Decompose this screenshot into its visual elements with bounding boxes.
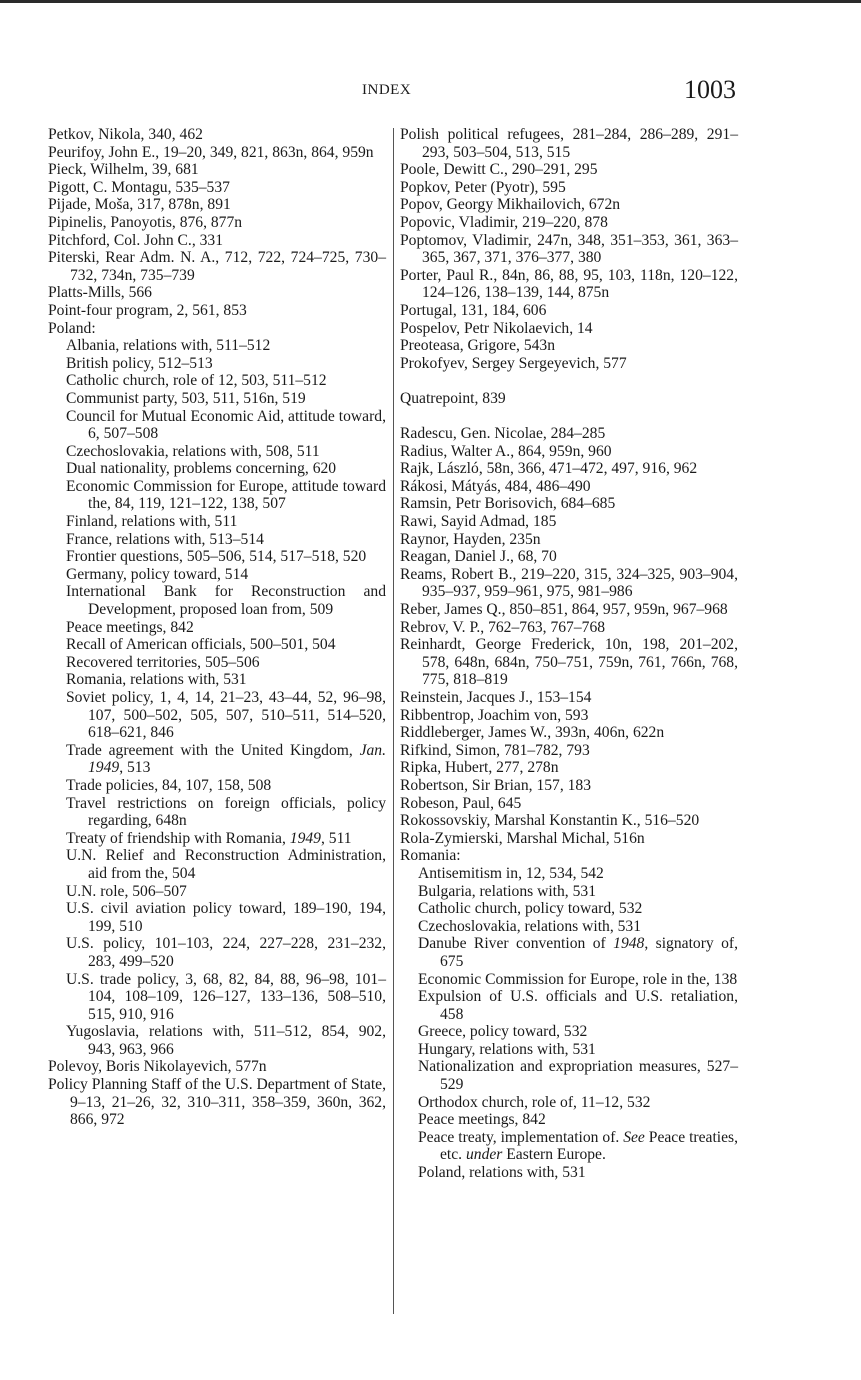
index-entry: Romania:	[400, 847, 461, 865]
index-entry: Rola-Zymierski, Marshal Michal, 516n	[400, 829, 645, 847]
index-entry: Robeson, Paul, 645	[400, 794, 522, 812]
index-subentry: Recall of American officials, 500–501, 504	[66, 636, 336, 654]
index-subentry: U.N. role, 506–507	[66, 882, 187, 900]
index-entry: Polish political refugees, 281–284, 286–289, 291–293, 503–504, 513, 515	[400, 126, 738, 161]
index-subentry: Hungary, relations with, 531	[418, 1040, 596, 1058]
index-subentry: Greece, policy toward, 532	[418, 1023, 588, 1041]
index-entry: Point-four program, 2, 561, 853	[48, 301, 247, 319]
index-subentry: Catholic church, policy toward, 532	[418, 900, 643, 918]
index-subentry: Antisemitism in, 12, 534, 542	[418, 864, 604, 882]
index-entry: Reber, James Q., 850–851, 864, 957, 959n, 967–968	[400, 601, 728, 619]
page-number: 1003	[684, 75, 736, 104]
index-subentry: Trade agreement with the United Kingdom, Jan. 1949, 513	[66, 741, 386, 777]
index-entry: Pigott, C. Montagu, 535–537	[48, 178, 230, 196]
index-subentry: Soviet policy, 1, 4, 14, 21–23, 43–44, 52, 96–98, 107, 500–502, 505, 507, 510–511, 514–520, 618–621, 846	[66, 689, 386, 742]
index-subentry: Frontier questions, 505–506, 514, 517–518, 520	[66, 548, 367, 566]
index-entry: Rokossovskiy, Marshal Konstantin K., 516–520	[400, 812, 700, 830]
index-subentry: Yugoslavia, relations with, 511–512, 854, 902, 943, 963, 966	[66, 1023, 386, 1058]
index-subentry: Peace meetings, 842	[418, 1111, 546, 1129]
index-entry: Pijade, Moša, 317, 878n, 891	[48, 196, 231, 214]
index-entry: Reinhardt, George Frederick, 10n, 198, 201–202, 578, 648n, 684n, 750–751, 759n, 761, 766n, 768, 775, 818–819	[400, 636, 738, 689]
index-entry: Prokofyev, Sergey Sergeyevich, 577	[400, 354, 627, 372]
index-entry: Popov, Georgy Mikhailovich, 672n	[400, 196, 621, 214]
index-subentry: Economic Commission for Europe, role in the, 138	[418, 970, 738, 988]
index-subentry: Poland, relations with, 531	[418, 1164, 586, 1182]
index-subentry: Expulsion of U.S. officials and U.S. retaliation, 458	[418, 988, 738, 1023]
column-divider	[393, 128, 394, 1314]
index-subentry: Dual nationality, problems concerning, 620	[66, 460, 337, 478]
index-subentry: Travel restrictions on foreign officials, policy regarding, 648n	[66, 794, 386, 830]
index-subentry: Economic Commission for Europe, attitude toward the, 84, 119, 121–122, 138, 507	[66, 477, 386, 513]
index-entry: Pitchford, Col. John C., 331	[48, 231, 224, 249]
index-subentry: U.S. policy, 101–103, 224, 227–228, 231–232, 283, 499–520	[66, 935, 386, 970]
index-subentry: Finland, relations with, 511	[66, 513, 238, 531]
index-entry: Ripka, Hubert, 277, 278n	[400, 759, 559, 777]
index-subentry: Trade policies, 84, 107, 158, 508	[66, 776, 272, 794]
index-entry: Raynor, Hayden, 235n	[400, 530, 541, 548]
right-index-column	[400, 126, 738, 1182]
running-header-title: INDEX	[362, 82, 412, 98]
index-entry: Ramsin, Petr Borisovich, 684–685	[400, 495, 616, 513]
index-entry: Preoteasa, Grigore, 543n	[400, 337, 556, 355]
index-entry: Rebrov, V. P., 762–763, 767–768	[400, 618, 606, 636]
index-entry: Policy Planning Staff of the U.S. Department of State, 9–13, 21–26, 32, 310–311, 358–359, 360n, 362, 866, 972	[48, 1076, 386, 1129]
index-entry: Pospelov, Petr Nikolaevich, 14	[400, 319, 593, 337]
top-rule	[0, 0, 861, 3]
section-gap	[400, 408, 738, 426]
index-entry: Radescu, Gen. Nicolae, 284–285	[400, 425, 606, 443]
index-entry: Radius, Walter A., 864, 959n, 960	[400, 442, 612, 460]
index-subentry: Czechoslovakia, relations with, 508, 511	[66, 442, 320, 460]
index-entry: Platts-Mills, 566	[48, 284, 152, 302]
index-entry: Quatrepoint, 839	[400, 389, 506, 407]
index-entry: Poland:	[48, 319, 96, 337]
index-entry: Robertson, Sir Brian, 157, 183	[400, 776, 592, 794]
index-subentry: U.S. civil aviation policy toward, 189–190, 194, 199, 510	[66, 900, 386, 935]
index-entry: Poptomov, Vladimir, 247n, 348, 351–353, 361, 363–365, 367, 371, 376–377, 380	[400, 231, 738, 267]
index-entry: Peurifoy, John E., 19–20, 349, 821, 863n, 864, 959n	[48, 143, 374, 161]
index-entry: Poole, Dewitt C., 290–291, 295	[400, 161, 598, 179]
index-subentry: Nationalization and expropriation measures, 527–529	[418, 1058, 738, 1094]
index-entry: Portugal, 131, 184, 606	[400, 301, 547, 319]
index-subentry: U.S. trade policy, 3, 68, 82, 84, 88, 96–98, 101–104, 108–109, 126–127, 133–136, 508–510, 515, 910, 916	[66, 970, 386, 1023]
index-subentry: Catholic church, role of 12, 503, 511–512	[66, 372, 327, 390]
index-subentry: U.N. Relief and Reconstruction Administration, aid from the, 504	[66, 847, 386, 882]
index-entry: Rifkind, Simon, 781–782, 793	[400, 741, 590, 759]
left-index-column	[48, 126, 386, 1129]
index-entry: Reams, Robert B., 219–220, 315, 324–325, 903–904, 935–937, 959–961, 975, 981–986	[400, 565, 738, 601]
index-subentry: Albania, relations with, 511–512	[66, 337, 271, 355]
index-entry: Pipinelis, Panoyotis, 876, 877n	[48, 213, 243, 231]
index-entry: Rákosi, Mátyás, 484, 486–490	[400, 477, 591, 495]
index-subentry: Germany, policy toward, 514	[66, 565, 249, 583]
index-subentry: International Bank for Reconstruction and Development, proposed loan from, 509	[66, 583, 386, 619]
index-subentry: Peace meetings, 842	[66, 618, 194, 636]
index-entry: Reinstein, Jacques J., 153–154	[400, 689, 592, 706]
index-subentry: France, relations with, 513–514	[66, 530, 264, 548]
index-entry: Popovic, Vladimir, 219–220, 878	[400, 213, 608, 231]
section-gap	[400, 372, 738, 390]
index-subentry: British policy, 512–513	[66, 354, 213, 372]
index-entry: Riddleberger, James W., 393n, 406n, 622n	[400, 724, 665, 742]
index-entry: Popkov, Peter (Pyotr), 595	[400, 178, 566, 196]
index-subentry: Czechoslovakia, relations with, 531	[418, 917, 642, 935]
index-entry: Piterski, Rear Adm. N. A., 712, 722, 724–725, 730–732, 734n, 735–739	[48, 249, 386, 284]
index-entry: Porter, Paul R., 84n, 86, 88, 95, 103, 118n, 120–122, 124–126, 138–139, 144, 875n	[400, 266, 738, 302]
index-subentry: Orthodox church, role of, 11–12, 532	[418, 1093, 651, 1111]
index-subentry: Peace treaty, implementation of. See Peace treaties, etc. under Eastern Europe.	[418, 1128, 738, 1164]
index-subentry: Communist party, 503, 511, 516n, 519	[66, 389, 306, 407]
index-subentry: Danube River convention of 1948, signatory of, 675	[418, 935, 739, 970]
index-entry: Pieck, Wilhelm, 39, 681	[48, 161, 199, 179]
index-subentry: Council for Mutual Economic Aid, attitude toward, 6, 507–508	[66, 407, 386, 443]
index-entry: Reagan, Daniel J., 68, 70	[400, 548, 557, 566]
index-entry: Petkov, Nikola, 340, 462	[48, 126, 203, 143]
index-subentry: Romania, relations with, 531	[66, 671, 247, 689]
index-subentry: Bulgaria, relations with, 531	[418, 882, 596, 900]
index-entry: Rajk, László, 58n, 366, 471–472, 497, 916, 962	[400, 460, 698, 478]
index-entry: Ribbentrop, Joachim von, 593	[400, 706, 589, 724]
index-entry: Polevoy, Boris Nikolayevich, 577n	[48, 1058, 267, 1076]
index-subentry: Recovered territories, 505–506	[66, 653, 260, 671]
index-subentry: Treaty of friendship with Romania, 1949, 511	[66, 829, 352, 847]
index-entry: Rawi, Sayid Admad, 185	[400, 513, 557, 531]
